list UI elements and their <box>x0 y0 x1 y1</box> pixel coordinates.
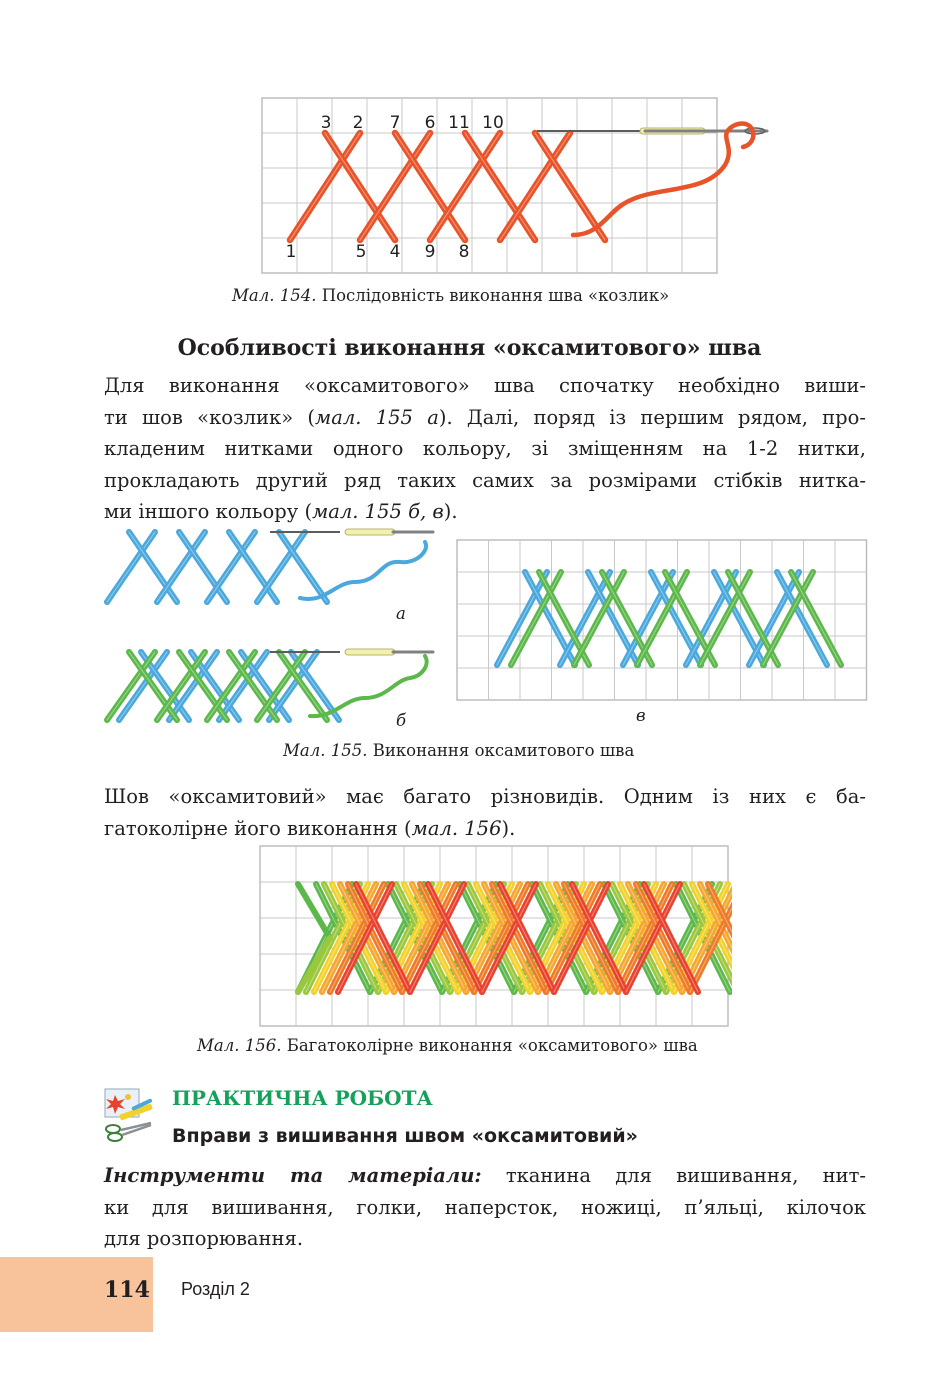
emphasis-text: мал. 156 <box>411 816 502 840</box>
text-segment: прокладають другий ряд таких самих за розмірами стібків нитка- <box>104 468 866 492</box>
section-heading: Особливості виконання «оксамитового» шва <box>177 335 762 361</box>
text-line <box>104 813 866 845</box>
practical-work-icon <box>101 1087 161 1142</box>
text-segment: гатоколірне його виконання ( <box>104 816 412 840</box>
text-line <box>104 433 866 465</box>
text-segment: ). <box>443 500 458 523</box>
text-segment: Шов «оксамитовий» має багато різновидів. Одним із них є ба- <box>104 785 866 808</box>
stitch-highlight <box>119 652 167 720</box>
stitch-highlight <box>269 652 317 720</box>
figure-156-caption-label: Мал. 156. <box>197 1036 282 1055</box>
stitch-highlight <box>179 532 227 602</box>
paragraph-velvet-varieties <box>104 781 866 844</box>
stitch-number-top: 10 <box>482 113 504 133</box>
stitch-highlight <box>107 652 155 720</box>
figure-154-caption <box>232 286 669 305</box>
practical-work-title: ПРАКТИЧНА РОБОТА <box>172 1086 433 1110</box>
text-line <box>104 781 866 813</box>
stitch-highlight <box>207 532 255 602</box>
text-line <box>104 465 866 497</box>
figure-156-multicolor-velvet-stitch <box>258 844 732 1032</box>
figure-156-caption <box>197 1036 698 1055</box>
needle-thread <box>345 649 395 655</box>
figure-155-caption-label: Мал. 155. <box>283 741 368 760</box>
figure-156-caption-text: Багатоколірне виконання «оксамитового» шва <box>286 1036 698 1055</box>
figure-155a-single-row <box>107 529 433 602</box>
stitch-number-top: 3 <box>320 113 332 133</box>
figure-155-caption <box>283 741 634 760</box>
stitch-number-top: 7 <box>389 113 401 133</box>
text-segment: кладеним нитками одного кольору, зі зміщенням на 1-2 нитки, <box>104 437 866 460</box>
text-line <box>104 1160 866 1192</box>
stitch-number-bottom: 5 <box>355 242 367 262</box>
stitch-highlight <box>219 652 267 720</box>
stitch-highlight <box>157 532 205 602</box>
figure-155b-label: б <box>396 711 407 730</box>
figure-154-herringbone-stitch <box>255 95 775 277</box>
text-segment: ки для вишивання, голки, наперсток, ножиці, п’яльці, кілочок <box>104 1195 866 1219</box>
stitch-highlight <box>229 532 277 602</box>
emphasis-text: мал. 155 б, в <box>312 500 444 523</box>
stitch-highlight <box>169 652 217 720</box>
figure-155b-double-row <box>107 649 433 720</box>
text-segment: ). <box>501 816 516 840</box>
figure-154-caption-label: Мал. 154. <box>232 286 317 305</box>
stitch-number-bottom: 4 <box>389 242 401 262</box>
stitch-number-top: 11 <box>448 113 470 133</box>
text-segment: ). Далі, поряд із першим рядом, про- <box>438 405 866 429</box>
figure-154-caption-text: Послідовність виконання шва «козлик» <box>321 286 670 305</box>
paragraph-tools-materials <box>104 1160 866 1255</box>
stitch-highlight <box>229 652 277 720</box>
exercise-title: Вправи з вишивання швом «оксамитовий» <box>172 1125 638 1147</box>
stitch-number-top: 2 <box>352 113 364 133</box>
stitch-highlight <box>257 532 305 602</box>
stitch-number-bottom: 8 <box>458 242 470 262</box>
text-segment: ми іншого кольору ( <box>104 500 313 523</box>
stitch-number-bottom: 9 <box>424 242 436 262</box>
stitch-number-bottom: 1 <box>285 242 297 262</box>
text-segment: для розпорювання. <box>104 1227 304 1250</box>
figure-155v-label: в <box>636 706 646 725</box>
text-segment: ти шов «козлик» ( <box>104 405 316 429</box>
stitch-highlight <box>129 652 177 720</box>
stitch-highlight <box>279 532 327 602</box>
text-segment: Для виконання «оксамитового» шва спочатку необхідно виши- <box>104 374 866 397</box>
text-line <box>104 1223 866 1255</box>
section-label: Розділ 2 <box>181 1279 250 1299</box>
text-line <box>104 402 866 434</box>
stitch-highlight <box>179 652 227 720</box>
text-line <box>104 1192 866 1224</box>
paragraph-velvet-stitch-intro <box>104 370 866 528</box>
emphasis-text: Інструменти та матеріали: <box>104 1164 482 1187</box>
page-number: 114 <box>104 1277 150 1303</box>
stitch-highlight <box>279 652 327 720</box>
needle-thread <box>345 529 395 535</box>
figure-155a-label: а <box>396 604 406 623</box>
stitch-number-top: 6 <box>424 113 436 133</box>
text-line <box>104 370 866 402</box>
figure-155-velvet-stitch <box>95 520 875 735</box>
emphasis-text: мал. 155 а <box>315 405 439 429</box>
figure-155-caption-text: Виконання оксамитового шва <box>372 741 635 760</box>
stitch-highlight <box>107 532 155 602</box>
text-segment: тканина для вишивання, нит- <box>481 1164 867 1187</box>
stitch-highlight <box>129 532 177 602</box>
